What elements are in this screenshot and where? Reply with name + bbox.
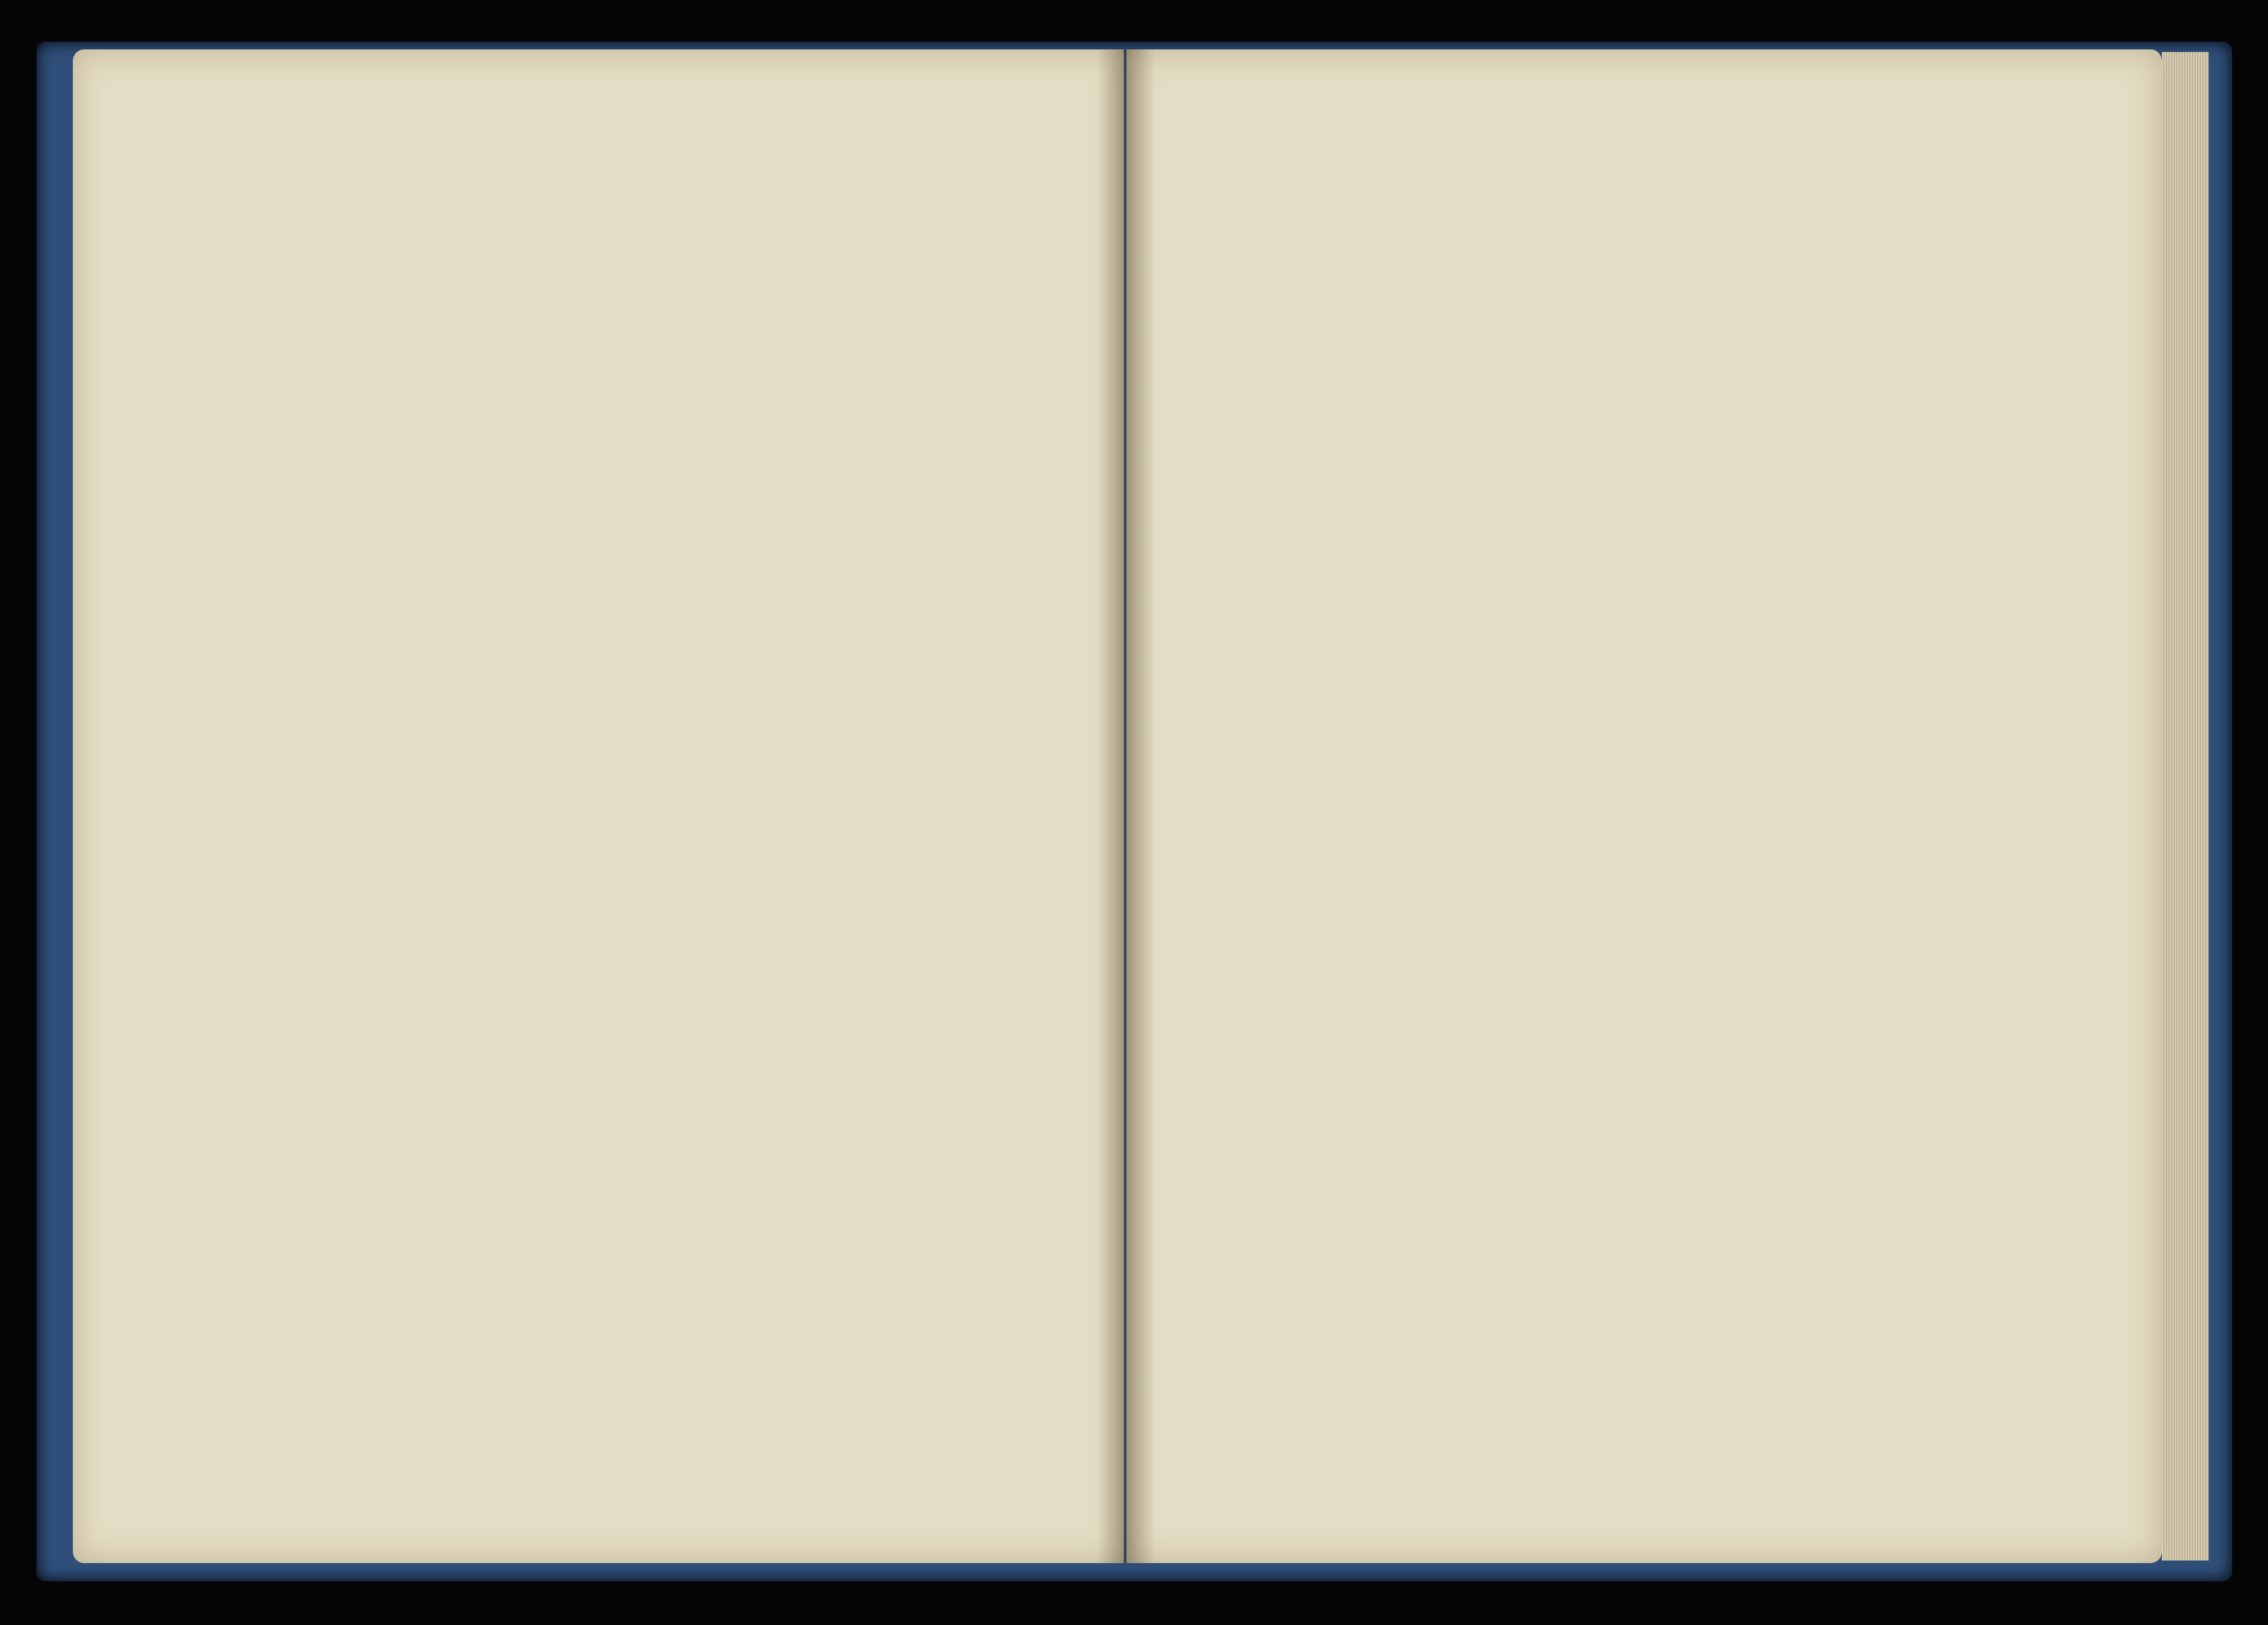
- right-page: [1126, 49, 2162, 1563]
- left-page: [73, 49, 1124, 1563]
- book-gutter: [1098, 49, 1155, 1563]
- page-edges: [2162, 52, 2209, 1560]
